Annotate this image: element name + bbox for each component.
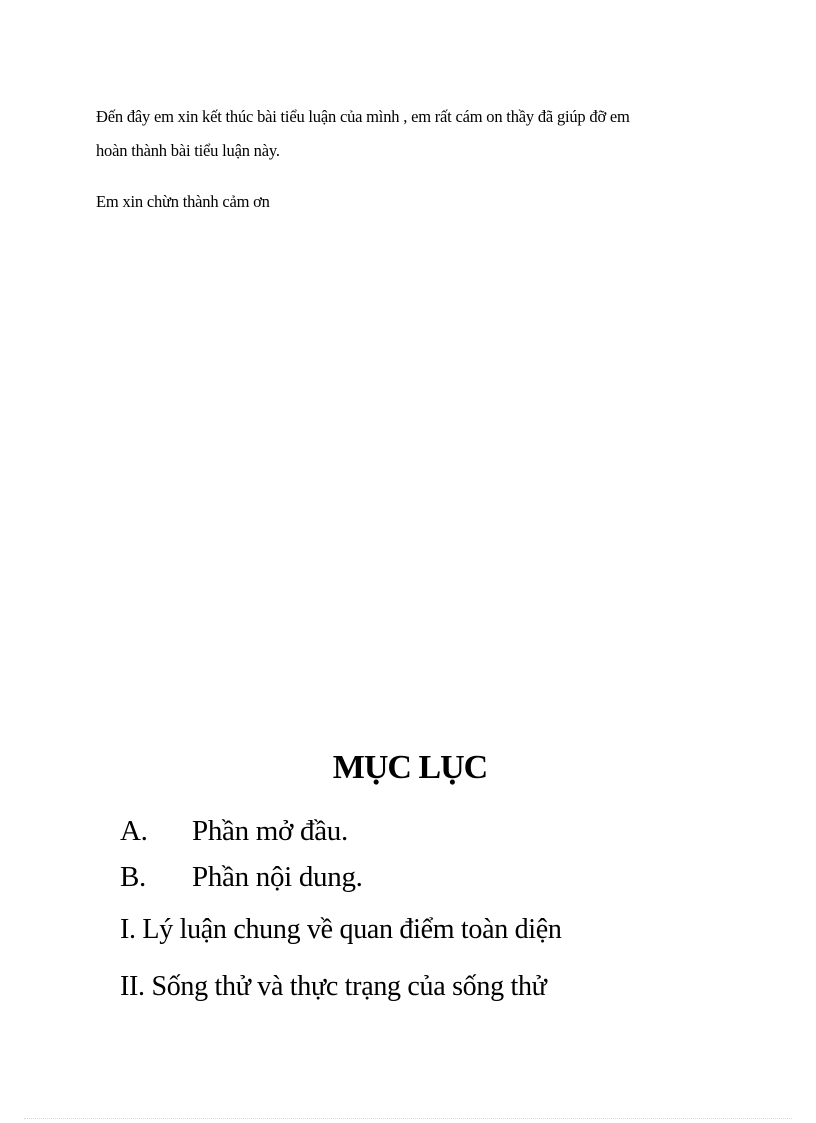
toc-item-label: Phần mở đầu.	[192, 815, 348, 847]
closing-section	[96, 100, 736, 219]
page-bottom-divider	[24, 1118, 792, 1119]
toc-item-ii: II. Sống thử và thực trạng của sống thử	[120, 971, 547, 1002]
toc-item-a	[120, 808, 760, 854]
table-of-contents	[0, 742, 816, 1002]
toc-item-marker: B.	[120, 861, 146, 893]
toc-item-marker: A.	[120, 815, 148, 847]
toc-item-label: Phần nội dung.	[192, 861, 363, 893]
toc-item-b	[120, 854, 760, 900]
closing-signoff: Em xin chừn thành cảm ơn	[96, 192, 270, 211]
toc-list	[120, 808, 760, 1014]
closing-paragraph-line-2: hoàn thành bài tiểu luận này.	[96, 141, 280, 160]
closing-paragraph-line-1: Đến đây em xin kết thúc bài tiểu luận của mình , em rất cám on thầy đã giúp đỡ em	[96, 107, 630, 126]
toc-item-i: I. Lý luận chung về quan điểm toàn diện	[120, 914, 562, 945]
toc-title: MỤC LỤC	[332, 749, 488, 786]
